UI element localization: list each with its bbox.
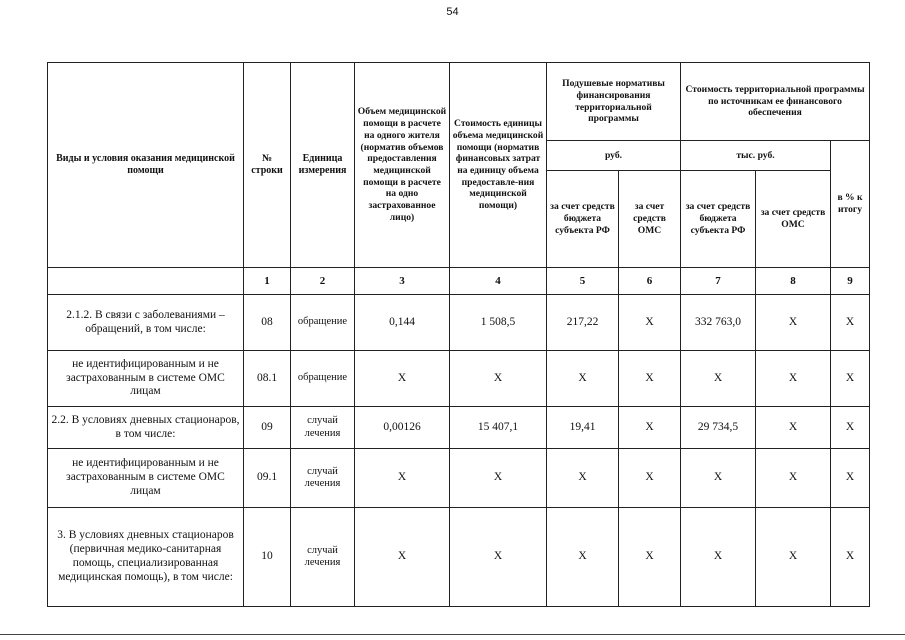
column-number-row (48, 268, 870, 295)
row-number: 08 (244, 295, 291, 351)
table-row (48, 295, 870, 351)
table-row (48, 407, 870, 449)
cell-cost: Х (450, 449, 547, 508)
row-number: 09 (244, 407, 291, 449)
cell-budget-thous: Х (681, 351, 756, 407)
header-oms: за счет средств ОМС (619, 171, 681, 268)
header-row-1 (48, 63, 870, 141)
cell-percent: Х (831, 407, 870, 449)
row-name: 2.2. В условиях дневных стационаров, в том числе: (48, 407, 244, 449)
column-number: 6 (619, 268, 681, 295)
cell-oms-thous: Х (756, 295, 831, 351)
row-unit: случай лечения (291, 508, 355, 607)
row-number: 08.1 (244, 351, 291, 407)
row-name: не идентифицированным и не застрахованным в системе ОМС лицам (48, 449, 244, 508)
cell-oms-rub: Х (619, 508, 681, 607)
column-number: 7 (681, 268, 756, 295)
row-unit: обращение (291, 295, 355, 351)
header-types: Виды и условия оказания медицинской помощи (48, 63, 244, 268)
row-name: не идентифицированным и не застрахованным в системе ОМС лицам (48, 351, 244, 407)
cell-percent: Х (831, 508, 870, 607)
column-number: 3 (355, 268, 450, 295)
cell-volume: Х (355, 508, 450, 607)
row-name: 2.1.2. В связи с заболеваниями – обращений, в том числе: (48, 295, 244, 351)
cell-budget-thous: Х (681, 508, 756, 607)
cell-budget-rub: 19,41 (547, 407, 619, 449)
cell-oms-thous: Х (756, 351, 831, 407)
header-rub: руб. (547, 141, 681, 171)
column-number: 2 (291, 268, 355, 295)
row-number: 09.1 (244, 449, 291, 508)
column-number: 5 (547, 268, 619, 295)
cell-budget-thous: Х (681, 449, 756, 508)
column-number (48, 268, 244, 295)
cell-volume: Х (355, 351, 450, 407)
header-per-capita: Подушевые нормативы финансирования территориальной программы (547, 63, 681, 141)
cell-percent: Х (831, 295, 870, 351)
cell-oms-rub: Х (619, 449, 681, 508)
cell-cost: 1 508,5 (450, 295, 547, 351)
column-number: 8 (756, 268, 831, 295)
cell-oms-thous: Х (756, 508, 831, 607)
header-program-cost: Стоимость территориальной программы по источникам ее финансового обеспечения (681, 63, 870, 141)
column-number: 1 (244, 268, 291, 295)
cell-budget-rub: Х (547, 508, 619, 607)
cell-volume: Х (355, 449, 450, 508)
row-name: 3. В условиях дневных стационаров (первичная медико-санитарная помощь, специализированная медицинская помощь), в том числе: (48, 508, 244, 607)
cell-percent: Х (831, 449, 870, 508)
cell-cost: Х (450, 508, 547, 607)
row-unit: обращение (291, 351, 355, 407)
header-budget-rf-thous: за счет средств бюджета субъекта РФ (681, 171, 756, 268)
cell-percent: Х (831, 351, 870, 407)
header-thous-rub: тыс. руб. (681, 141, 831, 171)
cell-oms-thous: Х (756, 407, 831, 449)
cell-volume: 0,144 (355, 295, 450, 351)
header-volume: Объем медицинской помощи в расчете на одного жителя (норматив объемов предоставления медицинской помощи в расчете на одно застрахованное лицо) (355, 63, 450, 268)
header-percent: в % к итогу (831, 141, 870, 268)
row-unit: случай лечения (291, 407, 355, 449)
cell-budget-rub: Х (547, 449, 619, 508)
header-row-no: № строки (244, 63, 291, 268)
column-number: 9 (831, 268, 870, 295)
table-row (48, 508, 870, 607)
header-cost: Стоимость единицы объема медицинской помощи (норматив финансовых затрат на единицу объема предоставле-ния медицинской помощи) (450, 63, 547, 268)
cell-budget-thous: 332 763,0 (681, 295, 756, 351)
cell-volume: 0,00126 (355, 407, 450, 449)
row-unit: случай лечения (291, 449, 355, 508)
header-unit: Единица измерения (291, 63, 355, 268)
cell-budget-rub: 217,22 (547, 295, 619, 351)
cell-oms-rub: Х (619, 407, 681, 449)
cell-budget-thous: 29 734,5 (681, 407, 756, 449)
header-oms-thous: за счет средств ОМС (756, 171, 831, 268)
cell-oms-rub: Х (619, 295, 681, 351)
row-number: 10 (244, 508, 291, 607)
column-number: 4 (450, 268, 547, 295)
cell-cost: 15 407,1 (450, 407, 547, 449)
page-number: 54 (446, 6, 459, 18)
table-row (48, 351, 870, 407)
financing-table (47, 62, 870, 607)
cell-oms-thous: Х (756, 449, 831, 508)
page-bottom-edge (0, 634, 905, 635)
table-row (48, 449, 870, 508)
cell-cost: Х (450, 351, 547, 407)
cell-oms-rub: Х (619, 351, 681, 407)
header-budget-rf: за счет средств бюджета субъекта РФ (547, 171, 619, 268)
cell-budget-rub: Х (547, 351, 619, 407)
